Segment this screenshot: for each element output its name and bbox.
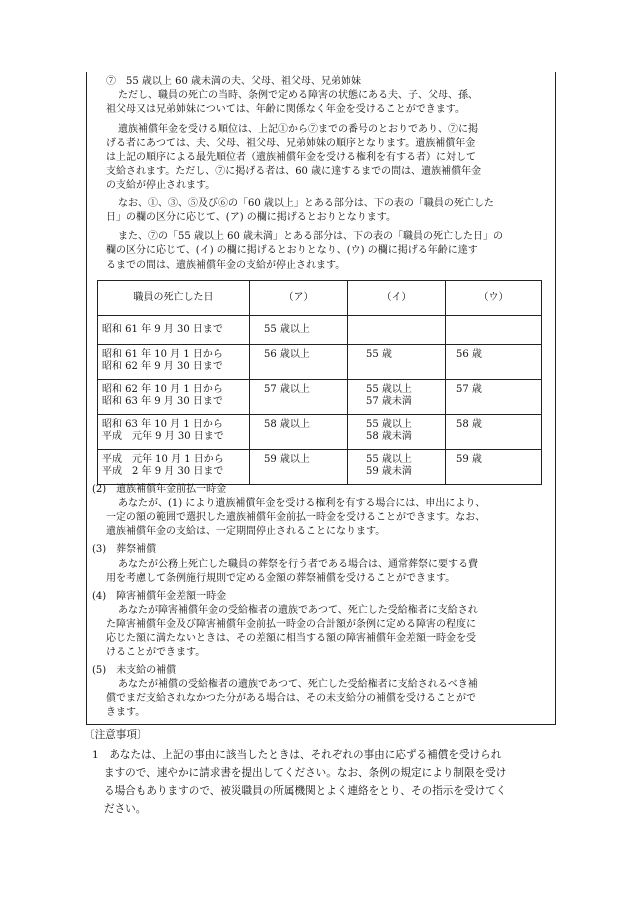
cell-line: 昭和 63 年 9 月 30 日まで bbox=[102, 396, 223, 407]
text-line: 用を考慮して条例施行規則で定める金額の葬祭補償を受けることができます。 bbox=[106, 573, 456, 584]
cell-line: 59 歳以上 bbox=[264, 454, 310, 465]
note-line: ださい。 bbox=[104, 803, 147, 815]
table-cell-date bbox=[98, 345, 250, 380]
cell-line: 昭和 62 年 9 月 30 日まで bbox=[102, 361, 223, 372]
note-line: ますので、速やかに請求書を提出してください。なお、条例の規定により制限を受け bbox=[104, 767, 507, 779]
text-line: 支給されます。ただし、⑦に掲げる者は、60 歳に達するまでの間は、遺族補償年金 bbox=[106, 166, 482, 177]
cell-line: 昭和 63 年 10 月 1 日から bbox=[102, 419, 223, 430]
text-line: けることができます。 bbox=[106, 647, 206, 658]
table-cell-a bbox=[250, 415, 348, 450]
text-line: は上記の順序による最先順位者（遺族補償年金を受ける権利を有する者）に対して bbox=[106, 152, 476, 163]
cell-line: 55 歳以上 bbox=[366, 419, 412, 430]
cell-line: 59 歳 bbox=[456, 454, 482, 465]
cell-line: 57 歳以上 bbox=[264, 384, 310, 395]
table-row bbox=[98, 415, 542, 450]
text-line: 応じた額に満たないときは、その差額に相当する額の障害補償年金差額一時金を受 bbox=[106, 633, 476, 644]
text-line: 日」の欄の区分に応じて、(ア) の欄に掲げるとおりとなります。 bbox=[106, 212, 396, 223]
text-line: た障害補償年金及び障害補償年金前払一時金の合計額が条例に定める障害の程度に bbox=[106, 619, 476, 630]
table-header-cell: （イ） bbox=[348, 281, 446, 316]
table-cell-a bbox=[250, 316, 348, 345]
cell-line: 59 歳未満 bbox=[366, 466, 412, 477]
text-line: あなたが、(1) により遺族補償年金を受ける権利を有する場合には、申出により、 bbox=[118, 498, 486, 509]
cell-line: 55 歳以上 bbox=[366, 384, 412, 395]
cell-line: 56 歳 bbox=[456, 349, 482, 360]
cell-line: 平成 2 年 9 月 30 日まで bbox=[102, 466, 224, 477]
text-line: あなたが公務上死亡した職員の葬祭を行う者である場合は、通常葬祭に要する費 bbox=[118, 559, 478, 570]
item-heading: (2) 遺族補償年金前払一時金 bbox=[92, 484, 227, 495]
cell-line: 58 歳 bbox=[456, 419, 482, 430]
table-cell-i bbox=[348, 316, 446, 345]
cell-line: 昭和 62 年 10 月 1 日から bbox=[102, 384, 223, 395]
cell-line: 昭和 61 年 10 月 1 日から bbox=[102, 349, 223, 360]
cell-line: 56 歳以上 bbox=[264, 349, 310, 360]
cell-line: 55 歳以上 bbox=[264, 324, 310, 335]
text-line: ただし、職員の死亡の当時、条例で定める障害の状態にある夫、子、父母、孫、 bbox=[118, 90, 478, 101]
text-line: 遺族補償年金の支給は、一定期間停止されることになります。 bbox=[106, 526, 386, 537]
text-line: 祖父母又は兄弟姉妹については、年齢に関係なく年金を受けることができます。 bbox=[106, 104, 465, 115]
cell-line: 55 歳 bbox=[366, 349, 392, 360]
cell-line: 58 歳未満 bbox=[366, 431, 412, 442]
note-line: る場合もありますので、被災職員の所属機関とよく連絡をとり、その指示を受けてく bbox=[104, 785, 507, 797]
table-cell-a bbox=[250, 380, 348, 415]
item-heading: (3) 葬祭補償 bbox=[92, 544, 157, 555]
notes-title: 〔注意事項〕 bbox=[84, 729, 148, 741]
table-cell-a bbox=[250, 450, 348, 485]
text-line: げる者にあつては、夫、父母、祖父母、兄弟姉妹の順序となります。遺族補償年金 bbox=[106, 138, 476, 149]
table-row bbox=[98, 345, 542, 380]
table-cell-a bbox=[250, 345, 348, 380]
table-cell-date bbox=[98, 380, 250, 415]
table-header-cell: （ア） bbox=[250, 281, 348, 316]
text-line: なお、①、③、⑤及び⑥の「60 歳以上」とある部分は、下の表の「職員の死亡した bbox=[118, 198, 494, 209]
text-line: あなたが補償の受給権者の遺族であつて、死亡した受給権者に支給されるべき補 bbox=[118, 679, 478, 690]
item-heading: (5) 未支給の補償 bbox=[92, 665, 177, 676]
table-cell-u bbox=[446, 380, 542, 415]
table-cell-date bbox=[98, 316, 250, 345]
text-line: の支給が停止されます。 bbox=[106, 180, 216, 191]
table-cell-u bbox=[446, 316, 542, 345]
text-line: 遺族補償年金を受ける順位は、上記①から⑦までの番号のとおりであり、⑦に掲 bbox=[118, 124, 478, 135]
cell-line: 57 歳未満 bbox=[366, 396, 412, 407]
table-cell-i bbox=[348, 450, 446, 485]
table-row bbox=[98, 316, 542, 345]
cell-line: 平成 元年 9 月 30 日まで bbox=[102, 431, 224, 442]
table-cell-u bbox=[446, 450, 542, 485]
text-line: るまでの間は、遺族補償年金の支給が停止されます。 bbox=[106, 260, 346, 271]
table-cell-i bbox=[348, 380, 446, 415]
note-line: 1 あなたは、上記の事由に該当したときは、それぞれの事由に応ずる補償を受けられ bbox=[92, 749, 502, 761]
cell-line: 平成 元年 10 月 1 日から bbox=[102, 454, 224, 465]
table-cell-u bbox=[446, 345, 542, 380]
item-heading: (4) 障害補償年金差額一時金 bbox=[92, 591, 227, 602]
text-line: 欄の区分に応じて、(イ) の欄に掲げるとおりとなり、(ウ) の欄に掲げる年齢に達す bbox=[106, 245, 478, 256]
text-line: あなたが障害補償年金の受給権者の遺族であつて、死亡した受給権者に支給され bbox=[118, 605, 478, 616]
cell-line: 58 歳以上 bbox=[264, 419, 310, 430]
cell-line: 57 歳 bbox=[456, 384, 482, 395]
table-cell-u bbox=[446, 415, 542, 450]
text-line: きます。 bbox=[106, 707, 146, 718]
table-row bbox=[98, 380, 542, 415]
text-line: また、⑦の「55 歳以上 60 歳未満」とある部分は、下の表の「職員の死亡した日」の bbox=[118, 231, 503, 242]
table-row bbox=[98, 450, 542, 485]
table-cell-i bbox=[348, 345, 446, 380]
cell-line: 55 歳以上 bbox=[366, 454, 412, 465]
text-line: 償でまだ支給されなかつた分がある場合は、その未支給分の補償を受けることがで bbox=[106, 693, 476, 704]
text-line: ⑦ 55 歳以上 60 歳未満の夫、父母、祖父母、兄弟姉妹 bbox=[106, 76, 361, 87]
table-cell-date bbox=[98, 450, 250, 485]
age-table bbox=[97, 280, 542, 485]
table-cell-i bbox=[348, 415, 446, 450]
cell-line: 昭和 61 年 9 月 30 日まで bbox=[102, 324, 223, 335]
table-header-cell: 職員の死亡した日 bbox=[98, 281, 250, 316]
table-cell-date bbox=[98, 415, 250, 450]
text-line: 一定の額の範囲で選択した遺族補償年金前払一時金を受けることができます。なお、 bbox=[106, 512, 486, 523]
table-header-row bbox=[98, 281, 542, 316]
table-header-cell: （ウ） bbox=[446, 281, 542, 316]
